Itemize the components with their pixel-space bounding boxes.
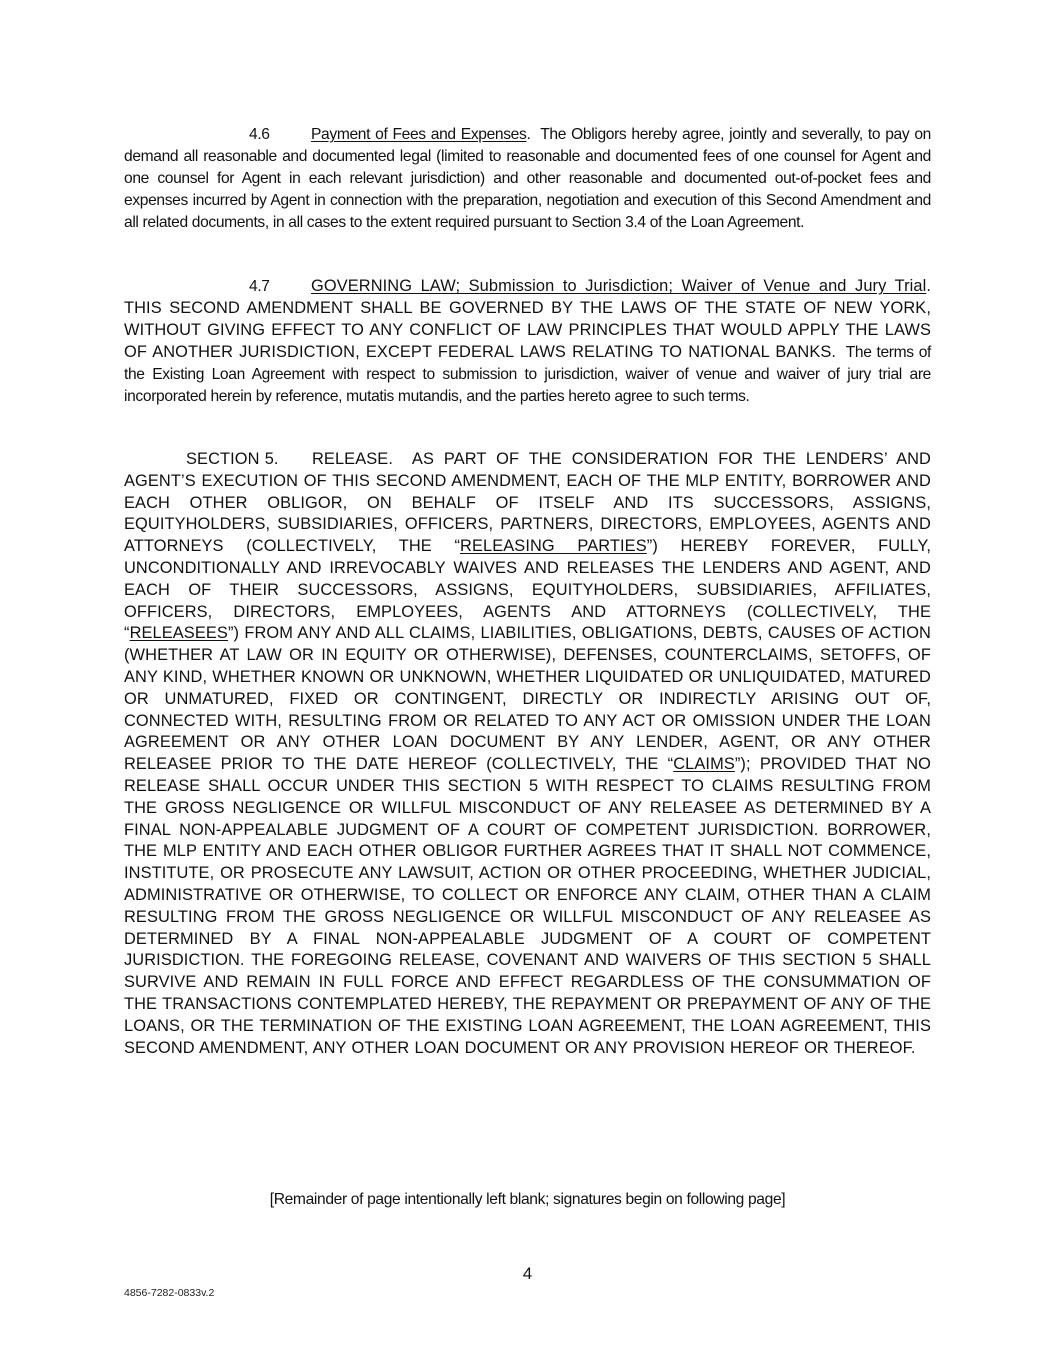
document-id: 4856-7282-0833v.2 <box>124 1287 215 1299</box>
section-4-7: 4.7 GOVERNING LAW; Submission to Jurisdiction; Waiver of Venue and Jury Trial. THIS SECOND AMENDMENT SHALL BE GOVERNED BY THE LAWS OF THE STATE OF NEW YORK, WITHOUT GIVING EFFECT TO ANY CONFLICT OF LAW PRINCIPLES THAT WOULD APPLY THE LAWS OF ANOTHER JURISDICTION, EXCEPT FEDERAL LAWS RELATING TO NATIONAL BANKS. The terms of the Existing Loan Agreement with respect to submission to jurisdiction, waiver of venue and waiver of jury trial are incorporated herein by reference, mutatis mutandis, and the parties hereto agree to such terms. <box>124 277 932 405</box>
section-number: 4.6 <box>249 126 270 143</box>
section-heading: GOVERNING LAW; Submission to Jurisdiction; Waiver of Venue and Jury Trial <box>311 277 927 295</box>
page-number: 4 <box>522 1264 533 1283</box>
defined-term-releasing-parties: RELEASING PARTIES <box>460 537 647 556</box>
section-number: 4.7 <box>249 278 270 295</box>
release-text-part-3: ”) FROM ANY AND ALL CLAIMS, LIABILITIES, OBLIGATIONS, DEBTS, CAUSES OF ACTION (WHETHER AT LAW OR IN EQUITY OR OTHERWISE), DEFENSES, COUNTERCLAIMS, SETOFFS, OF ANY KIND, WHETHER KNOWN OR UNKNOWN, WHETHER LIQUIDATED OR UNLIQUIDATED, MATURED OR UNMATURED, FIXED OR CONTINGENT, DIRECTLY OR INDIRECTLY ARISING OUT OF, CONNECTED WITH, RESULTING FROM OR RELATED TO ANY ACT OR OMISSION UNDER THE LOAN AGREEMENT OR ANY OTHER LOAN DOCUMENT BY ANY LENDER, AGENT, OR ANY OTHER RELEASEE PRIOR TO THE DATE HEREOF (COLLECTIVELY, THE “ <box>124 624 931 774</box>
section-caps-text: THIS SECOND AMENDMENT SHALL BE GOVERNED BY THE LAWS OF THE STATE OF NEW YORK, WITHOUT GIVING EFFECT TO ANY CONFLICT OF LAW PRINCIPLES THAT WOULD APPLY THE LAWS OF ANOTHER JURISDICTION, EXCEPT FEDERAL LAWS RELATING TO NATIONAL BANKS. <box>124 299 931 361</box>
section-body: The Obligors hereby agree, jointly and severally, to pay on demand all reasonable and documented legal (limited to reasonable and documented fees of one counsel for Agent and one counsel for Agent in each relevant jurisdiction) and other reasonable and documented out-of-pocket fees and expenses incurred by Agent in connection with the preparation, negotiation and execution of this Second Amendment and all related documents, in all cases to the extent required pursuant to Section 3.4 of the Loan Agreement. <box>124 126 931 231</box>
section-heading: RELEASE. <box>312 450 393 468</box>
section-heading: Payment of Fees and Expenses <box>311 126 527 143</box>
release-text-part-1: AS PART OF THE CONSIDERATION FOR THE LENDERS’ AND AGENT’S EXECUTION OF THIS SECOND AMENDMENT, EACH OF THE MLP ENTITY, BORROWER AND EACH OTHER OBLIGOR, ON BEHALF OF ITSELF AND ITS SUCCESSORS, ASSIGNS, EQUITYHOLDERS, SUBSIDIARIES, OFFICERS, PARTNERS, DIRECTORS, EMPLOYEES, AGENTS AND ATTORNEYS (COLLECTIVELY, THE “ <box>124 450 931 556</box>
remainder-note: [Remainder of page intentionally left blank; signatures begin on following page] <box>269 1191 786 1208</box>
section-body: The terms of the Existing Loan Agreement with respect to submission to jurisdiction, waiver of venue and waiver of jury trial are incorporated herein by reference, mutatis mutandis, and the parties hereto agree to such terms. <box>124 343 932 405</box>
release-text-part-4: ”); PROVIDED THAT NO RELEASE SHALL OCCUR UNDER THIS SECTION 5 WITH RESPECT TO CLAIMS RESULTING FROM THE GROSS NEGLIGENCE OR WILLFUL MISCONDUCT OF ANY RELEASEE AS DETERMINED BY A FINAL NON-APPEALABLE JUDGMENT OF A COURT OF COMPETENT JURISDICTION. BORROWER, THE MLP ENTITY AND EACH OTHER OBLIGOR FURTHER AGREES THAT IT SHALL NOT COMMENCE, INSTITUTE, OR PROSECUTE ANY LAWSUIT, ACTION OR OTHER PROCEEDING, WHETHER JUDICIAL, ADMINISTRATIVE OR OTHERWISE, TO COLLECT OR ENFORCE ANY CLAIM, OTHER THAN A CLAIM RESULTING FROM THE GROSS NEGLIGENCE OR WILLFUL MISCONDUCT OF ANY RELEASEE AS DETERMINED BY A FINAL NON-APPEALABLE JUDGMENT OF A COURT OF COMPETENT JURISDICTION. THE FOREGOING RELEASE, COVENANT AND WAIVERS OF THIS SECTION 5 SHALL SURVIVE AND REMAIN IN FULL FORCE AND EFFECT REGARDLESS OF THE CONSUMMATION OF THE TRANSACTIONS CONTEMPLATED HEREBY, THE REPAYMENT OR PREPAYMENT OF ANY OF THE LOANS, OR THE TERMINATION OF THE EXISTING LOAN AGREEMENT, THE LOAN AGREEMENT, THIS SECOND AMENDMENT, ANY OTHER LOAN DOCUMENT OR ANY PROVISION HEREOF OR THEREOF. <box>124 755 931 1057</box>
section-4-6: 4.6 Payment of Fees and Expenses. The Obligors hereby agree, jointly and severally, to pay on demand all reasonable and documented legal (limited to reasonable and documented fees of one counsel for Agent and one counsel for Agent in each relevant jurisdiction) and other reasonable and documented out-of-pocket fees and expenses incurred by Agent in connection with the preparation, negotiation and execution of this Second Amendment and all related documents, in all cases to the extent required pursuant to Section 3.4 of the Loan Agreement. <box>124 126 931 231</box>
defined-term-releasees: RELEASEES <box>129 624 228 643</box>
section-5-release <box>124 449 931 1059</box>
section-number: SECTION 5. <box>186 450 279 468</box>
release-text-part-2: ”) HEREBY FOREVER, FULLY, UNCONDITIONALLY AND IRREVOCABLY WAIVES AND RELEASES THE LENDERS AND AGENT, AND EACH OF THEIR SUCCESSORS, ASSIGNS, EQUITYHOLDERS, SUBSIDIARIES, AFFILIATES, OFFICERS, DIRECTORS, EMPLOYEES, AGENTS AND ATTORNEYS (COLLECTIVELY, THE “ <box>124 537 931 643</box>
defined-term-claims: CLAIMS <box>673 755 735 774</box>
